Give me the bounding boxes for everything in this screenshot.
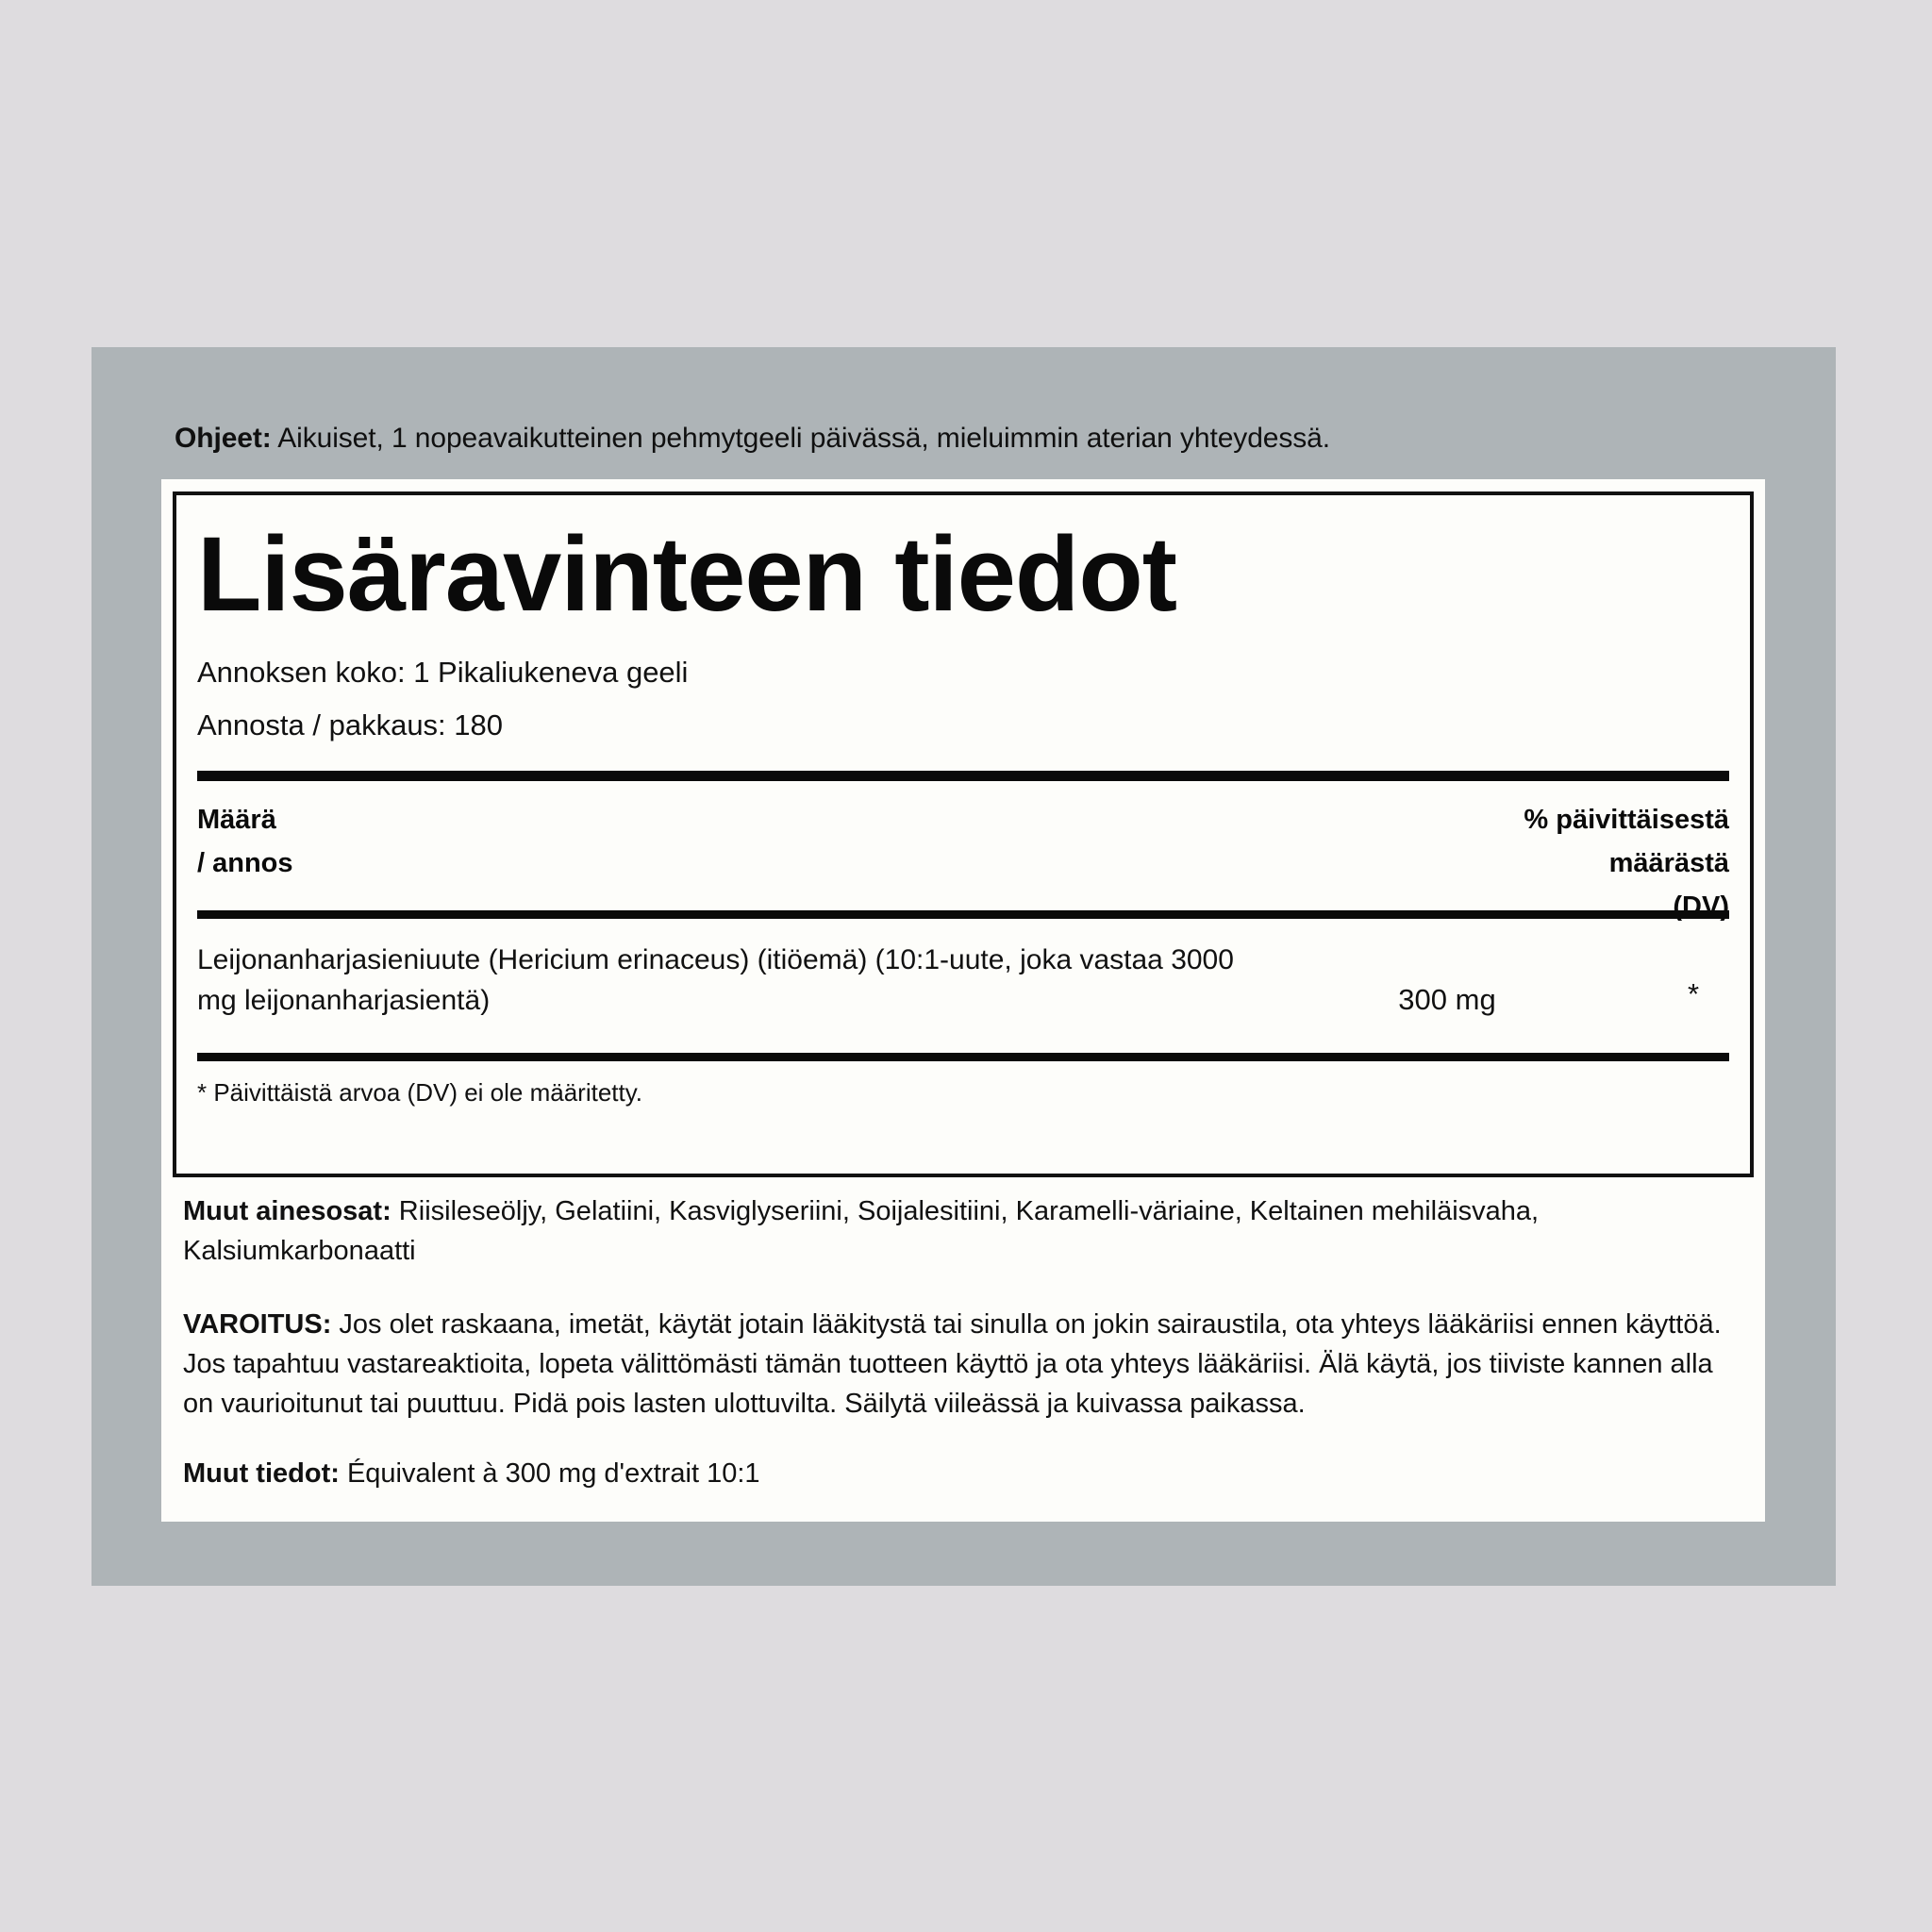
supplement-label-card	[161, 479, 1765, 1522]
rule-below-rows	[197, 1053, 1729, 1061]
dv-header-line1: % päivittäisestä	[1524, 805, 1729, 835]
warning-label: VAROITUS:	[183, 1309, 332, 1340]
other-info-label: Muut tiedot:	[183, 1458, 340, 1489]
other-info-paragraph	[183, 1454, 1743, 1493]
facts-header-row	[197, 781, 1729, 922]
directions-label: Ohjeet:	[175, 423, 272, 454]
rule-below-headers	[197, 910, 1729, 919]
other-ingredients-label: Muut ainesosat:	[183, 1196, 391, 1226]
directions-text: Aikuiset, 1 nopeavaikutteinen pehmytgeeli päivässä, mieluimmin aterian yhteydessä.	[271, 423, 1330, 454]
directions-line	[175, 420, 1778, 458]
label-panel	[92, 347, 1836, 1586]
warning-text: Jos olet raskaana, imetät, käytät jotain lääkitystä tai sinulla on jokin sairaustila, ota yhteys lääkäriisi ennen käyttöä. Jos tapahtuu vastareaktioita, lopeta välittömästi tämän tuotteen käyttö ja ota yhteys lääkäriisi. Älä käytä, jos tiiviste kannen alla on vaurioitunut tai puuttuu. Pidä pois lasten ulottuvilta. Säilytä viileässä ja kuivassa paikassa.	[183, 1309, 1722, 1419]
dv-header-line3: (DV)	[1673, 891, 1729, 922]
warning-paragraph	[183, 1305, 1743, 1424]
supplement-facts-title: Lisäravinteen tiedot	[197, 515, 1177, 633]
dv-header-line2: määrästä	[1608, 848, 1729, 878]
daily-value-header	[1524, 798, 1729, 928]
rule-above-headers	[197, 771, 1729, 781]
servings-per-container: Annosta / pakkaus: 180	[197, 708, 504, 741]
amount-per-serving-header	[197, 798, 293, 885]
other-ingredients-text: Riisileseöljy, Gelatiini, Kasviglyseriini, Soijalesitiini, Karamelli-väriaine, Keltainen mehiläisvaha, Kalsiumkarbonaatti	[183, 1196, 1540, 1266]
label-body-text	[173, 1191, 1754, 1493]
amount-header-line2: / annos	[197, 848, 293, 878]
ingredient-name: Leijonanharjasieniuute (Hericium erinaceus) (itiöemä) (10:1-uute, joka vastaa 3000 mg leijonanharjasientä)	[197, 944, 1234, 1016]
amount-header-line1: Määrä	[197, 805, 276, 835]
other-info-text: Équivalent à 300 mg d'extrait 10:1	[339, 1458, 760, 1489]
ingredient-daily-value: *	[1687, 977, 1700, 1010]
table-row	[197, 919, 1729, 1053]
serving-size: Annoksen koko: 1 Pikaliukeneva geeli	[197, 656, 689, 689]
daily-value-footnote: * Päivittäistä arvoa (DV) ei ole määritetty.	[197, 1078, 643, 1107]
supplement-facts-box	[173, 491, 1754, 1177]
other-ingredients-paragraph	[183, 1191, 1743, 1271]
ingredient-amount: 300 mg	[1398, 983, 1496, 1016]
